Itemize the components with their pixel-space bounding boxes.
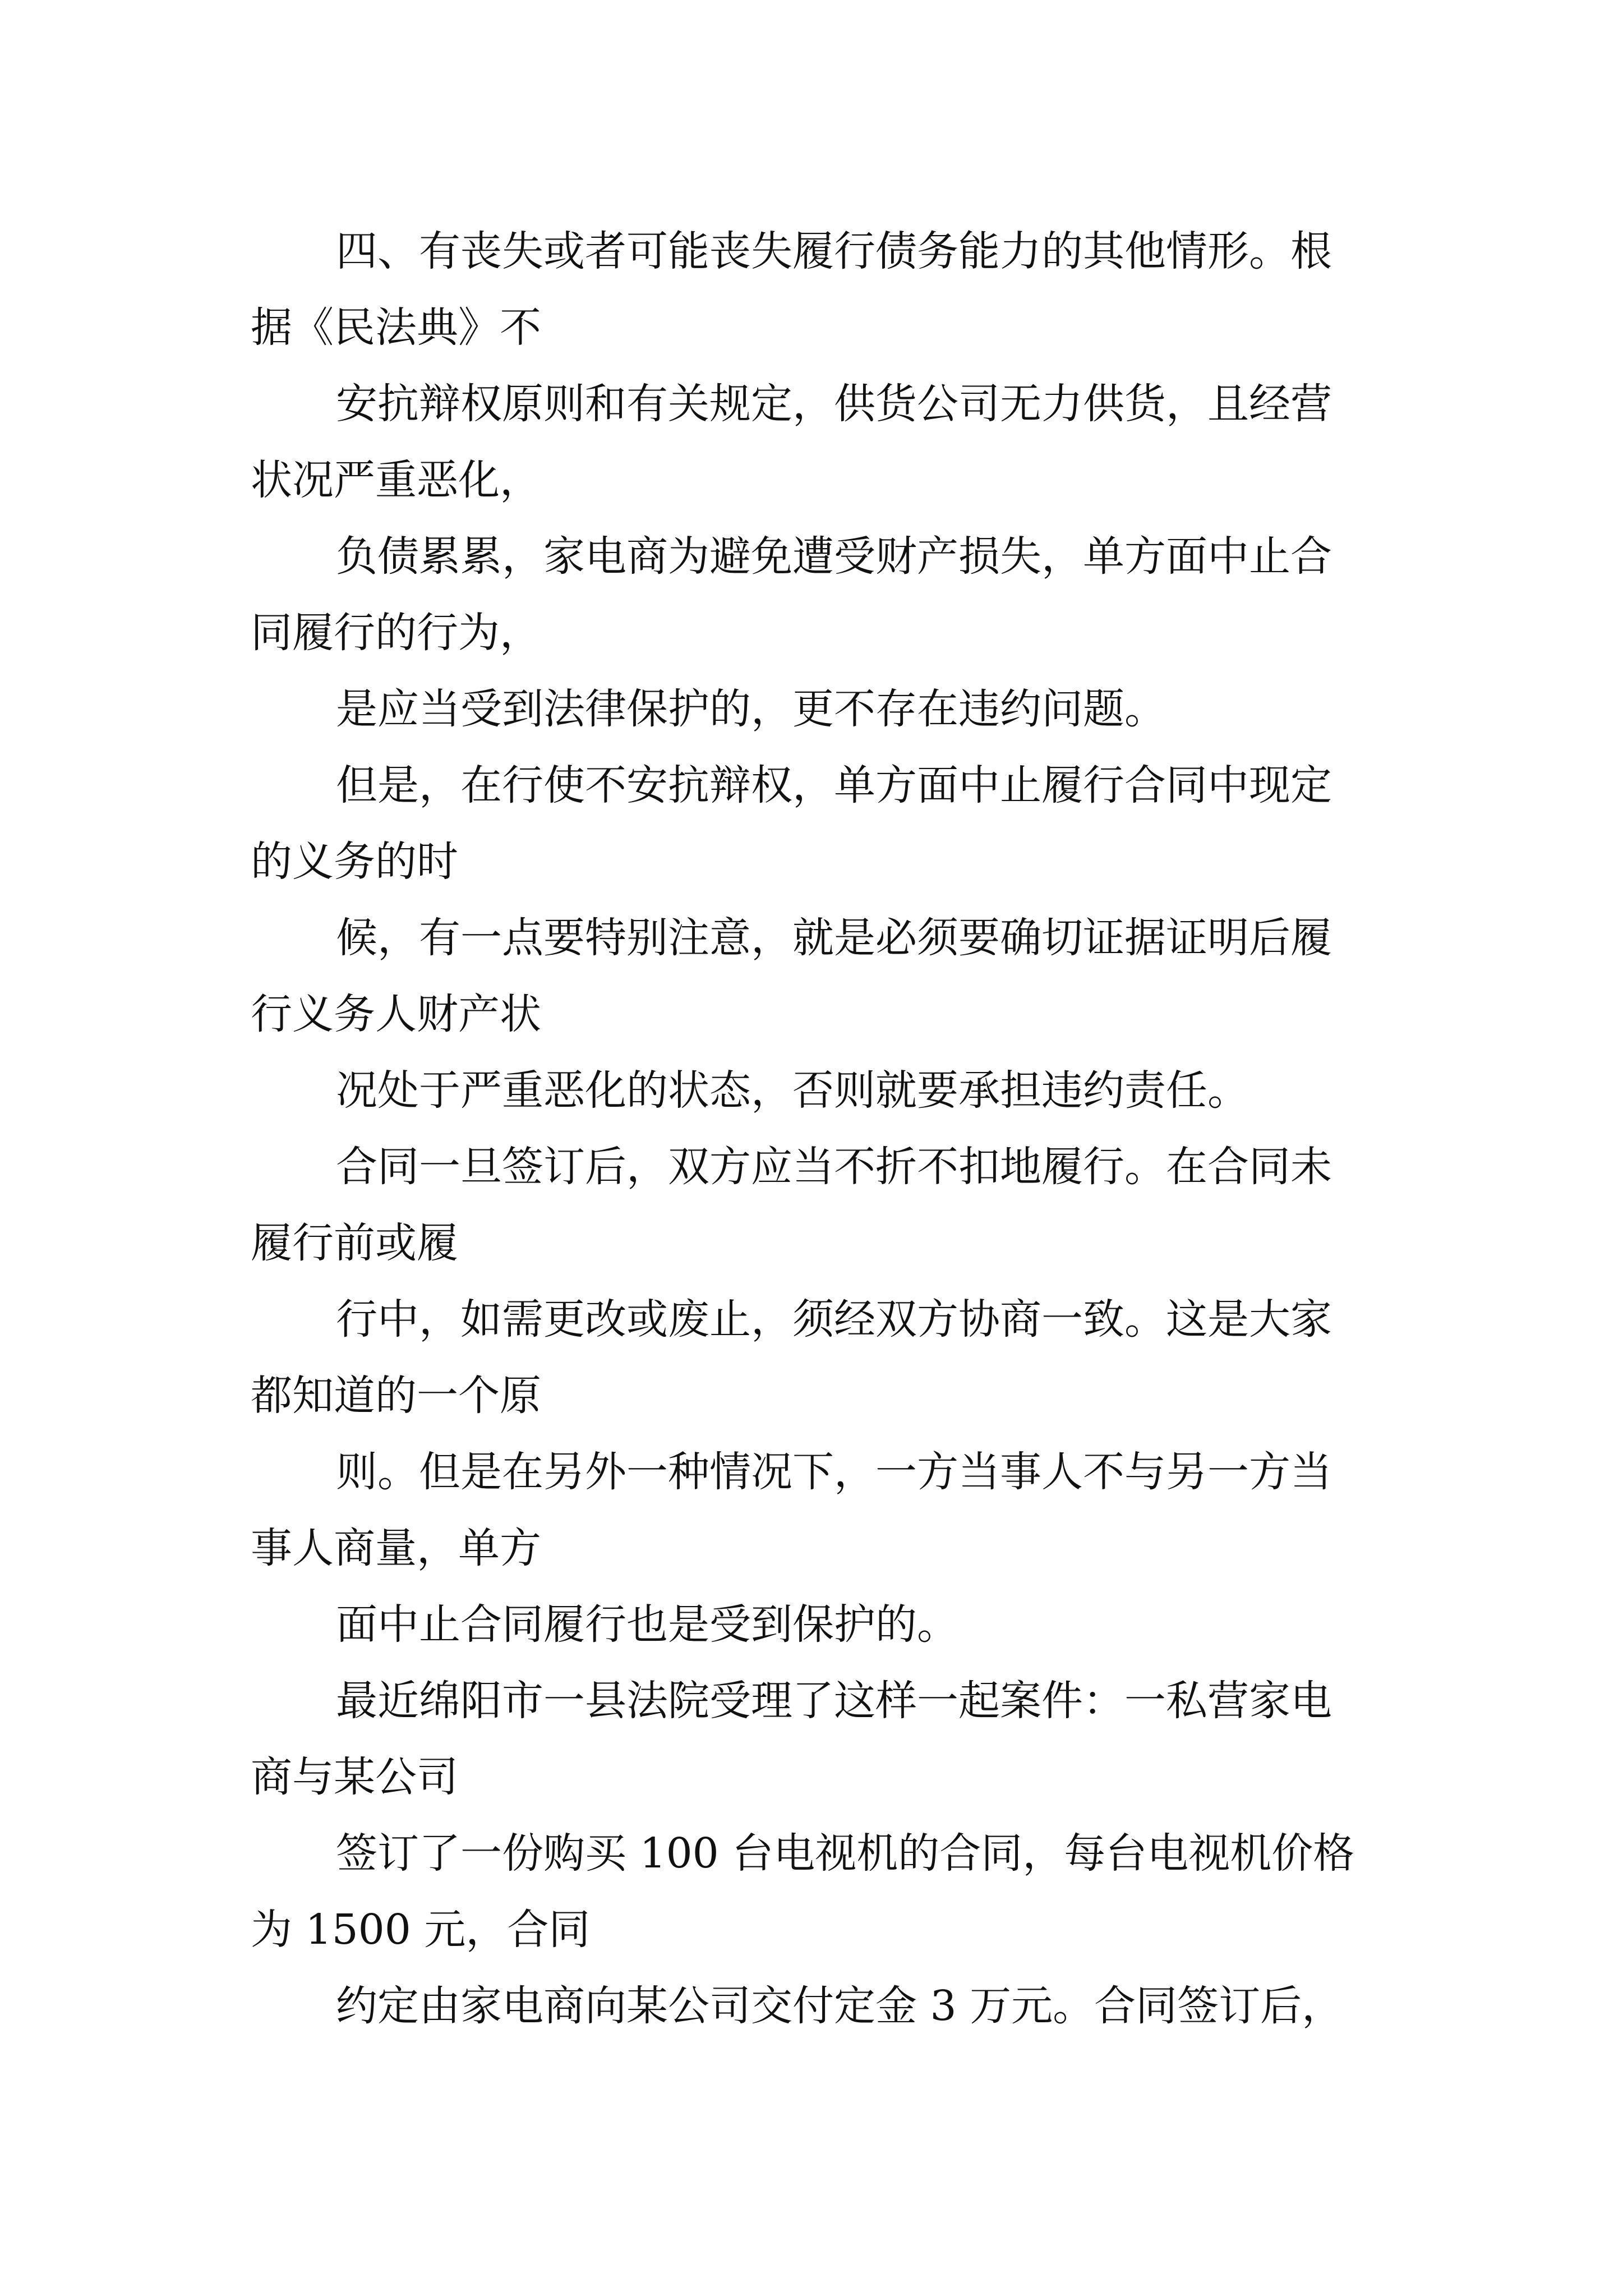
text-line: 四、有丧失或者可能丧失履行债务能力的其他情形。根	[336, 227, 1332, 275]
text-line: 为 1500 元，合同	[251, 1906, 591, 1954]
text-line: 最近绵阳市一县法院受理了这样一起案件：一私营家电	[336, 1677, 1332, 1725]
text-line: 行中，如需更改或废止，须经双方协商一致。这是大家	[336, 1295, 1332, 1343]
text-line: 但是，在行使不安抗辩权，单方面中止履行合同中现定	[336, 761, 1332, 809]
text-line: 则。但是在另外一种情况下，一方当事人不与另一方当	[336, 1448, 1332, 1496]
text-line: 面中止合同履行也是受到保护的。	[336, 1600, 958, 1649]
text-line: 同履行的行为，	[251, 609, 541, 657]
text-line: 负债累累，家电商为避免遭受财产损失，单方面中止合	[336, 532, 1332, 581]
text-line: 履行前或履	[251, 1219, 458, 1267]
text-line: 状况严重恶化，	[251, 456, 541, 504]
text-line: 况处于严重恶化的状态，否则就要承担违约责任。	[336, 1066, 1249, 1115]
text-line: 是应当受到法律保护的，更不存在违约问题。	[336, 685, 1166, 733]
document-body	[251, 213, 1395, 2044]
text-line: 约定由家电商向某公司交付定金 3 万元。合同签订后，	[336, 1982, 1344, 2030]
text-line: 都知道的一个原	[251, 1372, 541, 1420]
text-line: 候，有一点要特别注意，就是必须要确切证据证明后履	[336, 914, 1332, 962]
text-line: 安抗辩权原则和有关规定，供货公司无力供货，且经营	[336, 380, 1332, 428]
text-line: 据《民法典》不	[251, 303, 541, 352]
text-line: 行义务人财产状	[251, 990, 541, 1038]
text-line: 事人商量，单方	[251, 1524, 541, 1572]
text-line: 合同一旦签订后，双方应当不折不扣地履行。在合同未	[336, 1143, 1332, 1191]
text-line: 的义务的时	[251, 838, 458, 886]
text-line: 商与某公司	[251, 1753, 458, 1801]
text-line: 签订了一份购买 100 台电视机的合同，每台电视机价格	[336, 1829, 1355, 1878]
